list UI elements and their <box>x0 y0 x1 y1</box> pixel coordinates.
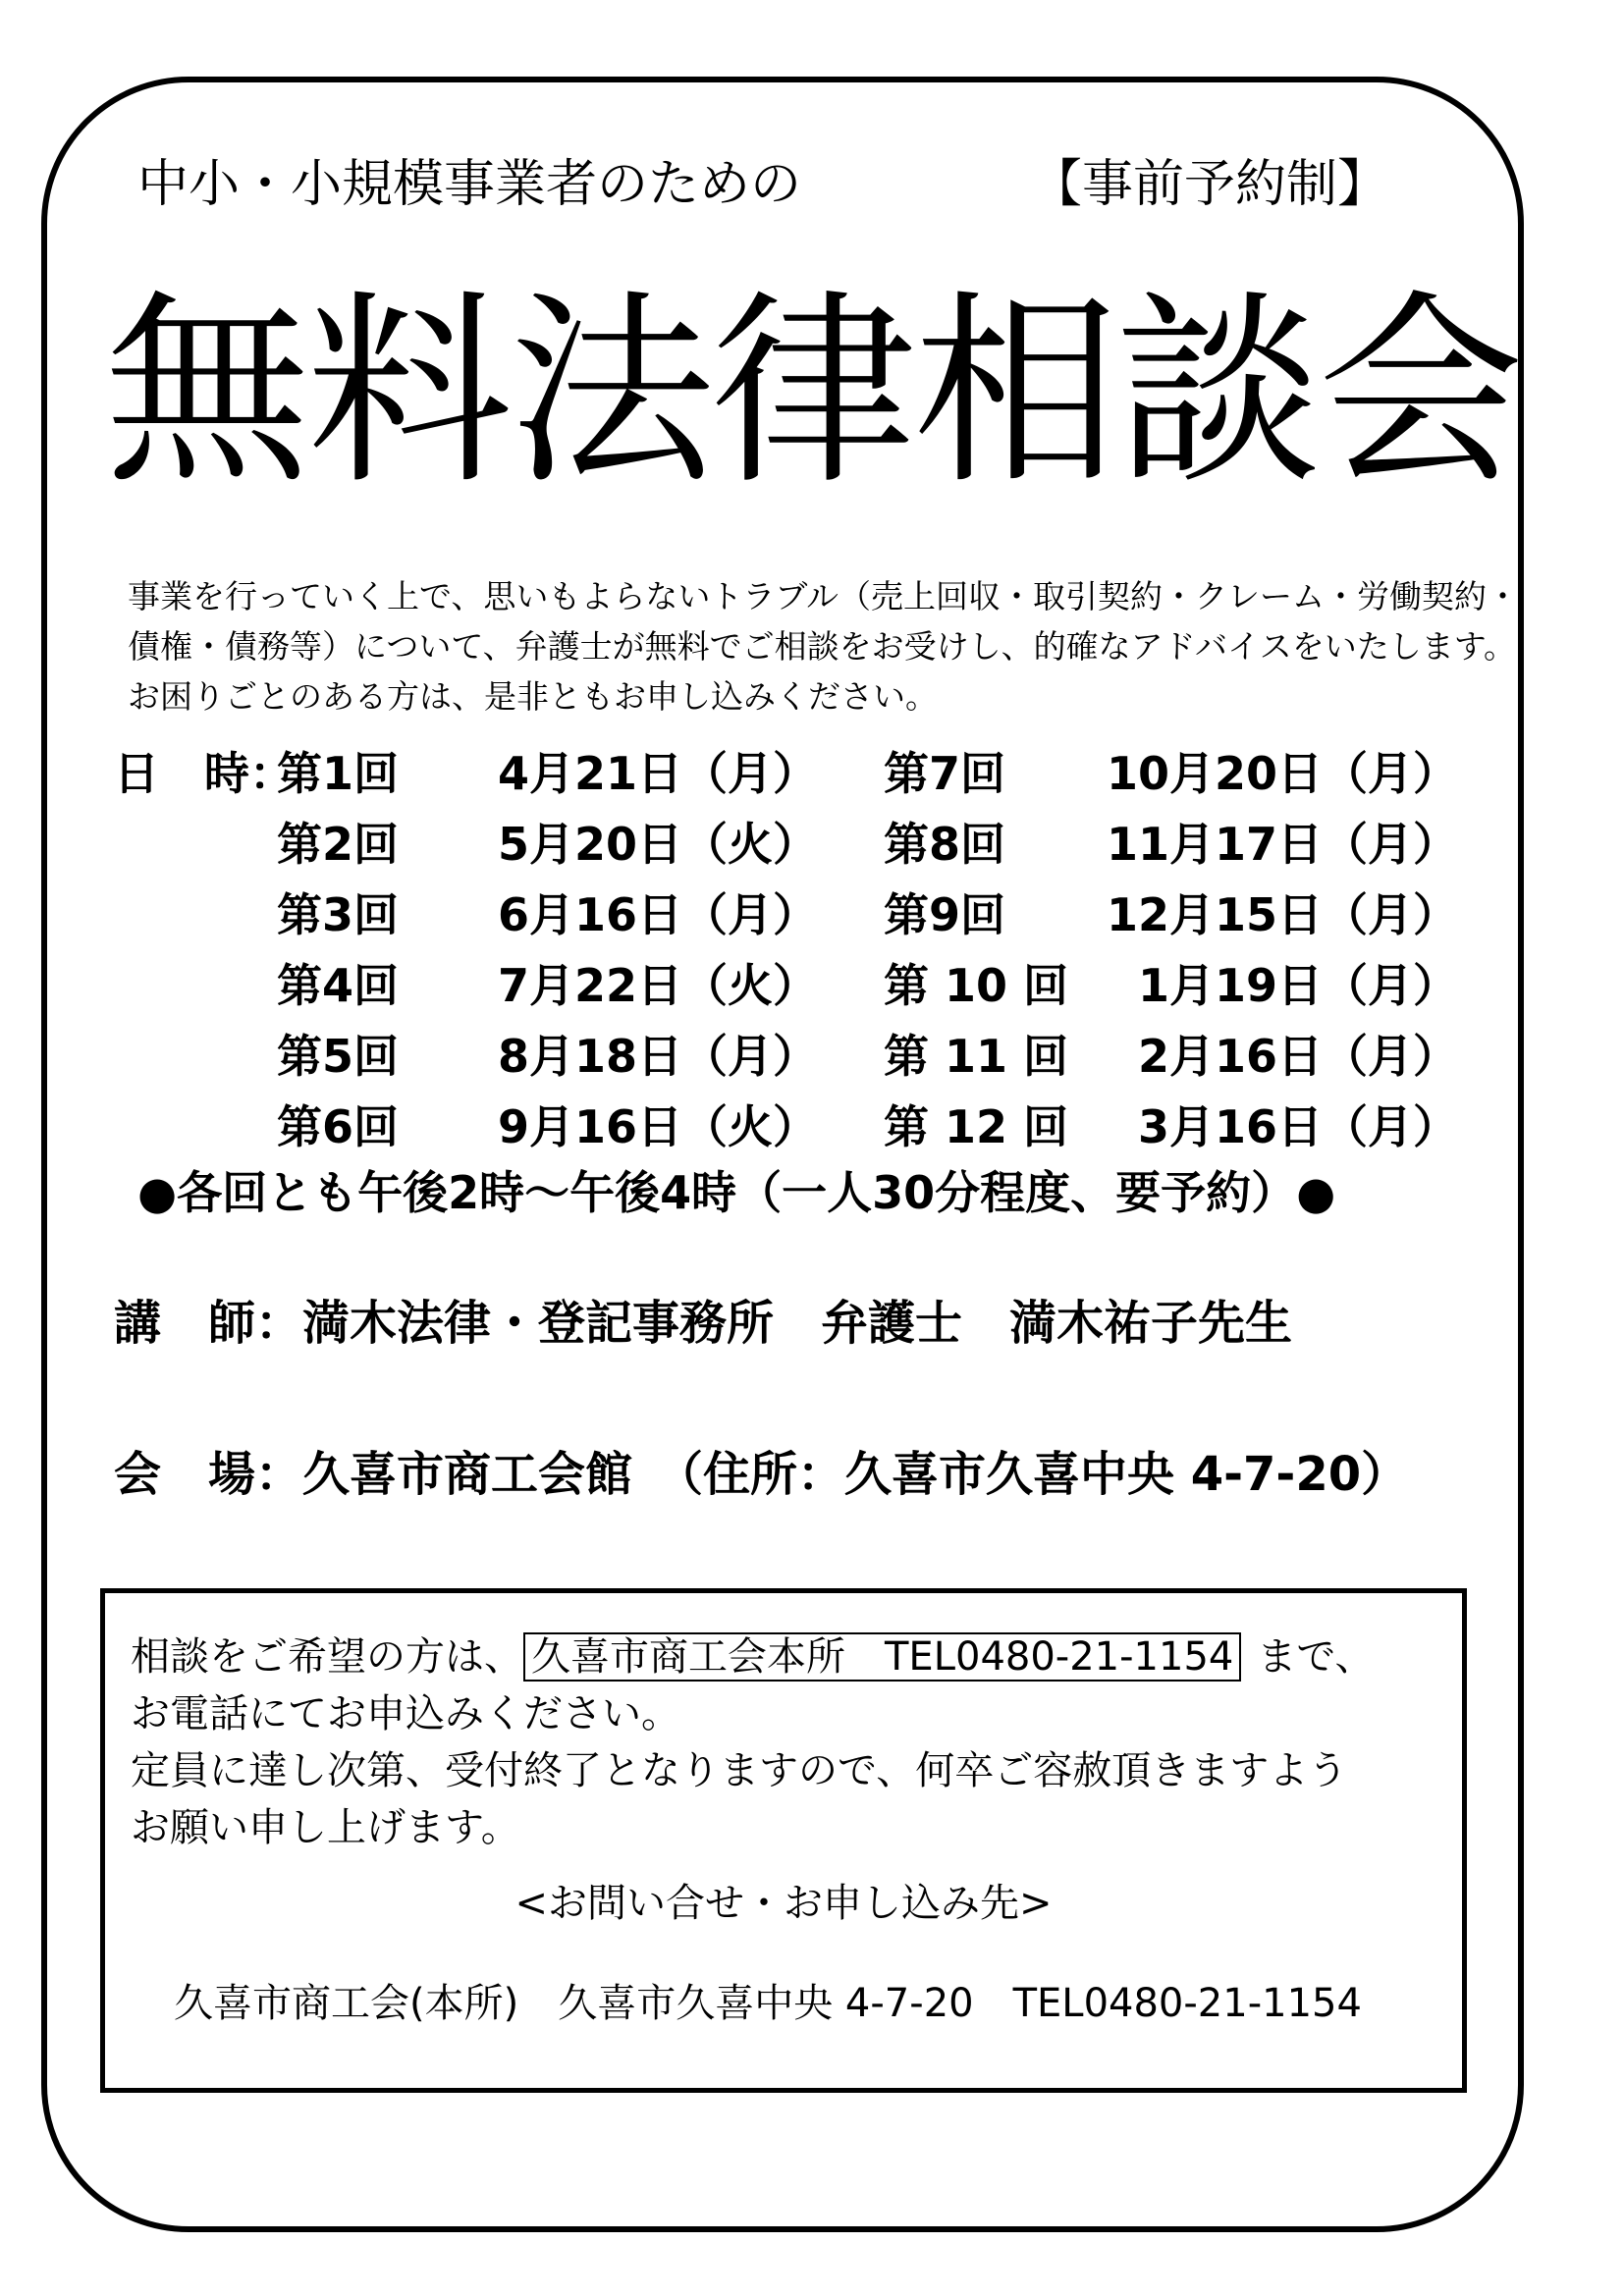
schedule-row <box>884 880 1458 950</box>
session-number: 第4回 <box>277 959 400 1012</box>
session-number: 第 11 回 <box>884 1030 1069 1083</box>
contact-instructions <box>131 1629 1375 1856</box>
subtitle: 中小・小規模事業者のための <box>137 155 802 214</box>
intro-text <box>128 571 1519 721</box>
intro-line: 債権・債務等）について、弁護士が無料でご相談をお受けし、的確なアドバイスをいたします。 <box>128 627 1517 666</box>
contact-address: 久喜市商工会(本所) 久喜市久喜中央 4-7-20 TEL0480-21-1154 <box>174 1981 1362 2026</box>
session-date: 4月21日（月） <box>498 747 819 800</box>
session-number: 第1回 <box>277 747 400 800</box>
session-date: 1月19日（月） <box>1137 959 1458 1012</box>
session-date: 5月20日（火） <box>498 818 819 871</box>
schedule-row <box>277 1092 891 1162</box>
session-number: 第6回 <box>277 1100 400 1153</box>
lecturer-info: 講 師：満木法律・登記事務所 弁護士 満木祐子先生 <box>114 1296 1293 1351</box>
schedule-row <box>884 1092 1458 1162</box>
session-date: 10月20日（月） <box>1106 747 1458 800</box>
session-date: 12月15日（月） <box>1106 888 1458 941</box>
schedule-row <box>277 880 891 950</box>
session-number: 第9回 <box>884 888 1006 941</box>
time-note: ●各回とも午後2時～午後4時（一人30分程度、要予約）● <box>137 1166 1336 1219</box>
boxed-phone-number: 久喜市商工会本所 TEL0480-21-1154 <box>523 1632 1241 1682</box>
contact-heading: <お問い合せ・お申し込み先> <box>514 1881 1053 1926</box>
schedule-row <box>884 738 1458 809</box>
main-title: 無料法律相談会 <box>103 272 1520 512</box>
schedule-row <box>277 950 891 1021</box>
session-date: 6月16日（月） <box>498 888 819 941</box>
venue-info: 会 場：久喜市商工会館 （住所：久喜市久喜中央 4-7-20） <box>114 1447 1409 1502</box>
session-date: 8月18日（月） <box>498 1030 819 1083</box>
instruction-line: お電話にてお申込みください。 <box>131 1691 680 1736</box>
contact-box <box>100 1588 1467 2093</box>
session-date: 2月16日（月） <box>1137 1030 1458 1083</box>
schedule-row <box>277 1021 891 1092</box>
session-date: 3月16日（月） <box>1137 1100 1458 1153</box>
schedule-row <box>884 950 1458 1021</box>
instruction-text: まで、 <box>1257 1634 1375 1680</box>
instruction-text: 相談をご希望の方は、 <box>131 1634 523 1680</box>
reservation-note: 【事前予約制】 <box>1031 155 1389 214</box>
session-date: 9月16日（火） <box>498 1100 819 1153</box>
intro-line: お困りごとのある方は、是非ともお申し込みください。 <box>128 677 938 716</box>
schedule-row <box>277 809 891 880</box>
schedule-row <box>884 809 1458 880</box>
schedule-label: 日 時： <box>114 747 295 800</box>
session-number: 第5回 <box>277 1030 400 1083</box>
instruction-line: お願い申し上げます。 <box>131 1805 520 1850</box>
session-date: 7月22日（火） <box>498 959 819 1012</box>
session-number: 第 12 回 <box>884 1100 1069 1153</box>
schedule-right-column <box>884 738 1458 1162</box>
session-number: 第3回 <box>277 888 400 941</box>
session-number: 第2回 <box>277 818 400 871</box>
session-number: 第7回 <box>884 747 1006 800</box>
instruction-line <box>131 1629 1375 1685</box>
session-number: 第8回 <box>884 818 1006 871</box>
intro-line: 事業を行っていく上で、思いもよらないトラブル（売上回収・取引契約・クレーム・労働契約・ <box>128 577 1520 615</box>
instruction-line: 定員に達し次第、受付終了となりますので、何卒ご容赦頂きますよう <box>131 1748 1348 1793</box>
schedule-row <box>884 1021 1458 1092</box>
schedule-row <box>277 738 891 809</box>
schedule-left-column <box>277 738 891 1162</box>
session-date: 11月17日（月） <box>1106 818 1458 871</box>
session-number: 第 10 回 <box>884 959 1069 1012</box>
